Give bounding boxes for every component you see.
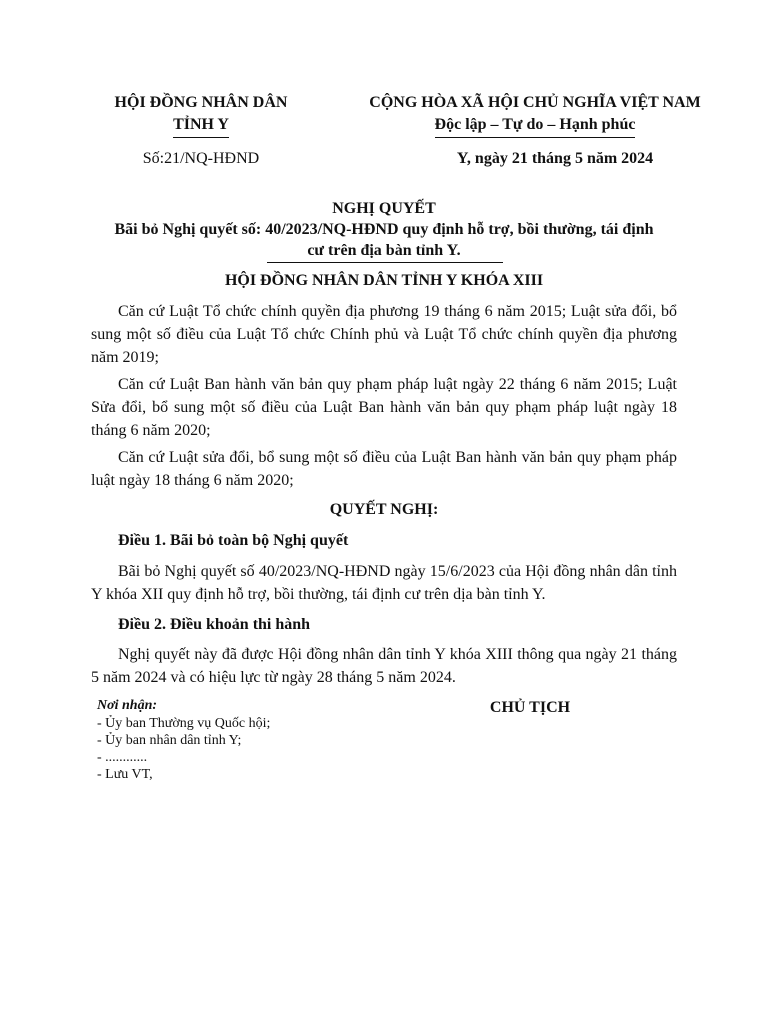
recipient-item: - ............ [97, 750, 148, 765]
issuing-body-line2: TỈNH Y [173, 114, 229, 138]
issue-date: Y, ngày 21 tháng 5 năm 2024 [456, 150, 654, 167]
national-title [340, 92, 730, 138]
issuing-body-line1: HỘI ĐỒNG NHÂN DÂN [114, 94, 288, 111]
signer-title: CHỦ TỊCH [489, 699, 571, 716]
article-1-title: Điều 1. Bãi bỏ toàn bộ Nghị quyết [118, 532, 349, 549]
issuer-heading: HỘI ĐỒNG NHÂN DÂN TỈNH Y KHÓA XIII [224, 272, 544, 289]
legal-basis-2: Căn cứ Luật Ban hành văn bản quy phạm pháp luật ngày 22 tháng 6 năm 2015; Luật Sửa đổi, bổ sung một số điều của Luật Ban hành văn bản quy phạm pháp luật ngày 18 tháng 6 năm 2020; [91, 376, 677, 439]
recipients-label: Nơi nhận: [97, 698, 158, 713]
legal-basis-1: Căn cứ Luật Tổ chức chính quyền địa phương 19 tháng 6 năm 2015; Luật sửa đổi, bổ sung một số điều của Luật Tổ chức Chính phủ và Luật Tổ chức chính quyền địa phương năm 2019; [91, 303, 677, 366]
document-number: Số:21/NQ-HĐND [142, 150, 260, 167]
recipients-block [97, 697, 357, 783]
legal-basis-3: Căn cứ Luật sửa đổi, bổ sung một số điều của Luật Ban hành văn bản quy phạm pháp luật ngày 18 tháng 6 năm 2020; [91, 449, 677, 489]
document-subject-line2-text: cư trên địa bàn tỉnh Y. [307, 242, 461, 259]
recipient-item: - Ủy ban Thường vụ Quốc hội; [97, 716, 271, 731]
title-divider [267, 262, 503, 263]
document-subject-line1: Bãi bỏ Nghị quyết số: 40/2023/NQ-HĐND quy định hỗ trợ, bồi thường, tái định [114, 221, 654, 238]
article-1-text: Bãi bỏ Nghị quyết số 40/2023/NQ-HĐND ngày 15/6/2023 của Hội đồng nhân dân tỉnh Y khóa XII quy định hỗ trợ, bồi thường, tái định cư trên dịa bàn tỉnh Y. [91, 563, 677, 603]
document-type: NGHỊ QUYẾT [332, 200, 436, 217]
issuing-body [101, 92, 301, 138]
article-2-title: Điều 2. Điều khoản thi hành [118, 616, 311, 633]
recipient-item: - Ủy ban nhân dân tỉnh Y; [97, 733, 242, 748]
national-motto: Độc lập – Tự do – Hạnh phúc [435, 114, 636, 138]
resolve-heading: QUYẾT NGHỊ: [329, 501, 439, 518]
document-subject-line2 [60, 240, 708, 262]
national-title-line1: CỘNG HÒA XÃ HỘI CHỦ NGHĨA VIỆT NAM [369, 94, 701, 111]
recipient-item: - Lưu VT, [97, 767, 153, 782]
article-2-text: Nghị quyết này đã được Hội đồng nhân dân tỉnh Y khóa XIII thông qua ngày 21 tháng 5 năm 2024 và có hiệu lực từ ngày 28 tháng 5 năm 2024. [91, 646, 677, 686]
